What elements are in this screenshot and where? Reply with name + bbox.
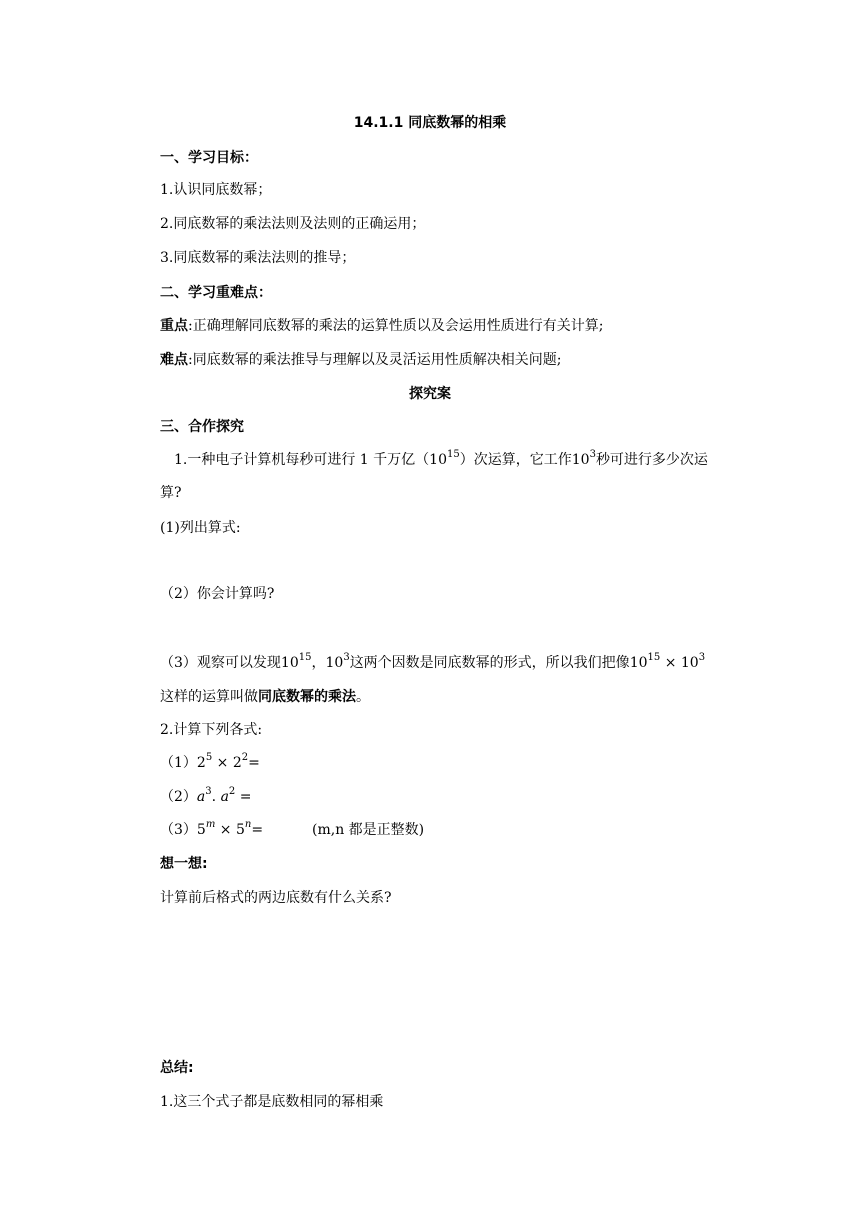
math-product-expression: $10^{15} \times 10^3$ <box>629 652 706 671</box>
section-heading-goals: 一、学习目标： <box>160 150 258 166</box>
question-1-sub-3-line-2 <box>160 687 370 707</box>
question-1-sub-1: (1)列出算式: <box>160 520 241 536</box>
question-1-line-2: 算? <box>160 485 182 501</box>
math-2-pow-5-times-2-pow-2: $2^5 \times 2^2$ <box>196 752 249 771</box>
math-10-pow-15-b: $10^{15}$ <box>280 652 312 671</box>
sub-3-bold-term: 同底数幂的乘法 <box>258 689 356 705</box>
sub-3-text-a: （3）观察可以发现 <box>160 655 281 671</box>
difficult-point-line <box>160 350 561 370</box>
math-10-pow-3: $10^3$ <box>571 449 596 468</box>
explore-title: 探究案 <box>409 386 451 402</box>
math-10-pow-3-b: $10^3$ <box>325 652 350 671</box>
goal-item-1: 1.认识同底数幂； <box>160 182 272 198</box>
question-1-text-a: 1.一种电子计算机每秒可进行 1 千万亿（ <box>174 452 430 468</box>
question-2-part-3 <box>160 820 263 840</box>
section-heading-explore: 三、合作探究 <box>160 419 244 435</box>
key-point-line <box>160 316 603 336</box>
question-2-part-2 <box>160 787 251 807</box>
part-3-label: （3） <box>160 822 197 838</box>
question-1-line-1 <box>174 450 708 470</box>
question-1-sub-2: （2）你会计算吗? <box>160 586 275 602</box>
difficult-point-label: 难点 <box>160 352 188 368</box>
sub-3-text-end: 。 <box>356 689 370 705</box>
section-heading-key-points: 二、学习重难点： <box>160 285 272 301</box>
part-2-equals: = <box>239 789 252 805</box>
summary-heading: 总结: <box>160 1060 194 1076</box>
question-1-text-c: 秒可进行多少次运 <box>595 452 708 468</box>
page-title: 14.1.1 同底数幂的相乘 <box>353 115 507 131</box>
math-a-pow-3-dot-a-pow-2: $a^3$. $a^2$ <box>196 786 236 805</box>
question-2-part-1 <box>160 753 260 773</box>
part-1-equals: = <box>248 755 260 771</box>
question-1-text-b: ）次运算，它工作 <box>459 452 572 468</box>
part-3-equals: = <box>251 822 264 838</box>
question-2-text: 2.计算下列各式: <box>160 722 263 738</box>
goal-item-2: 2.同底数幂的乘法法则及法则的正确运用； <box>160 216 426 232</box>
difficult-point-text: :同底数幂的乘法推导与理解以及灵活运用性质解决相关问题; <box>188 352 562 368</box>
question-1-sub-3-line-1 <box>160 653 705 673</box>
goal-item-3: 3.同底数幂的乘法法则的推导； <box>160 250 356 266</box>
part-2-label: （2） <box>160 789 197 805</box>
sub-3-text-d: 这样的运算叫做 <box>160 689 258 705</box>
sub-3-text-b: ， <box>311 655 326 671</box>
math-5-pow-m-times-5-pow-n: $5^m \times 5^n$ <box>196 819 252 838</box>
math-10-pow-15: $10^{15}$ <box>429 449 460 468</box>
sub-3-text-c: 这两个因数是同底数幂的形式，所以我们把像 <box>349 655 630 671</box>
part-3-note: (m,n 都是正整数) <box>312 822 425 838</box>
part-1-label: （1） <box>160 755 197 771</box>
key-point-text: :正确理解同底数幂的乘法的运算性质以及会运用性质进行有关计算; <box>188 318 604 334</box>
think-text: 计算前后格式的两边底数有什么关系? <box>160 890 392 906</box>
think-heading: 想一想: <box>160 856 208 872</box>
summary-item-1: 1.这三个式子都是底数相同的幂相乘 <box>160 1094 384 1110</box>
key-point-label: 重点 <box>160 318 188 334</box>
